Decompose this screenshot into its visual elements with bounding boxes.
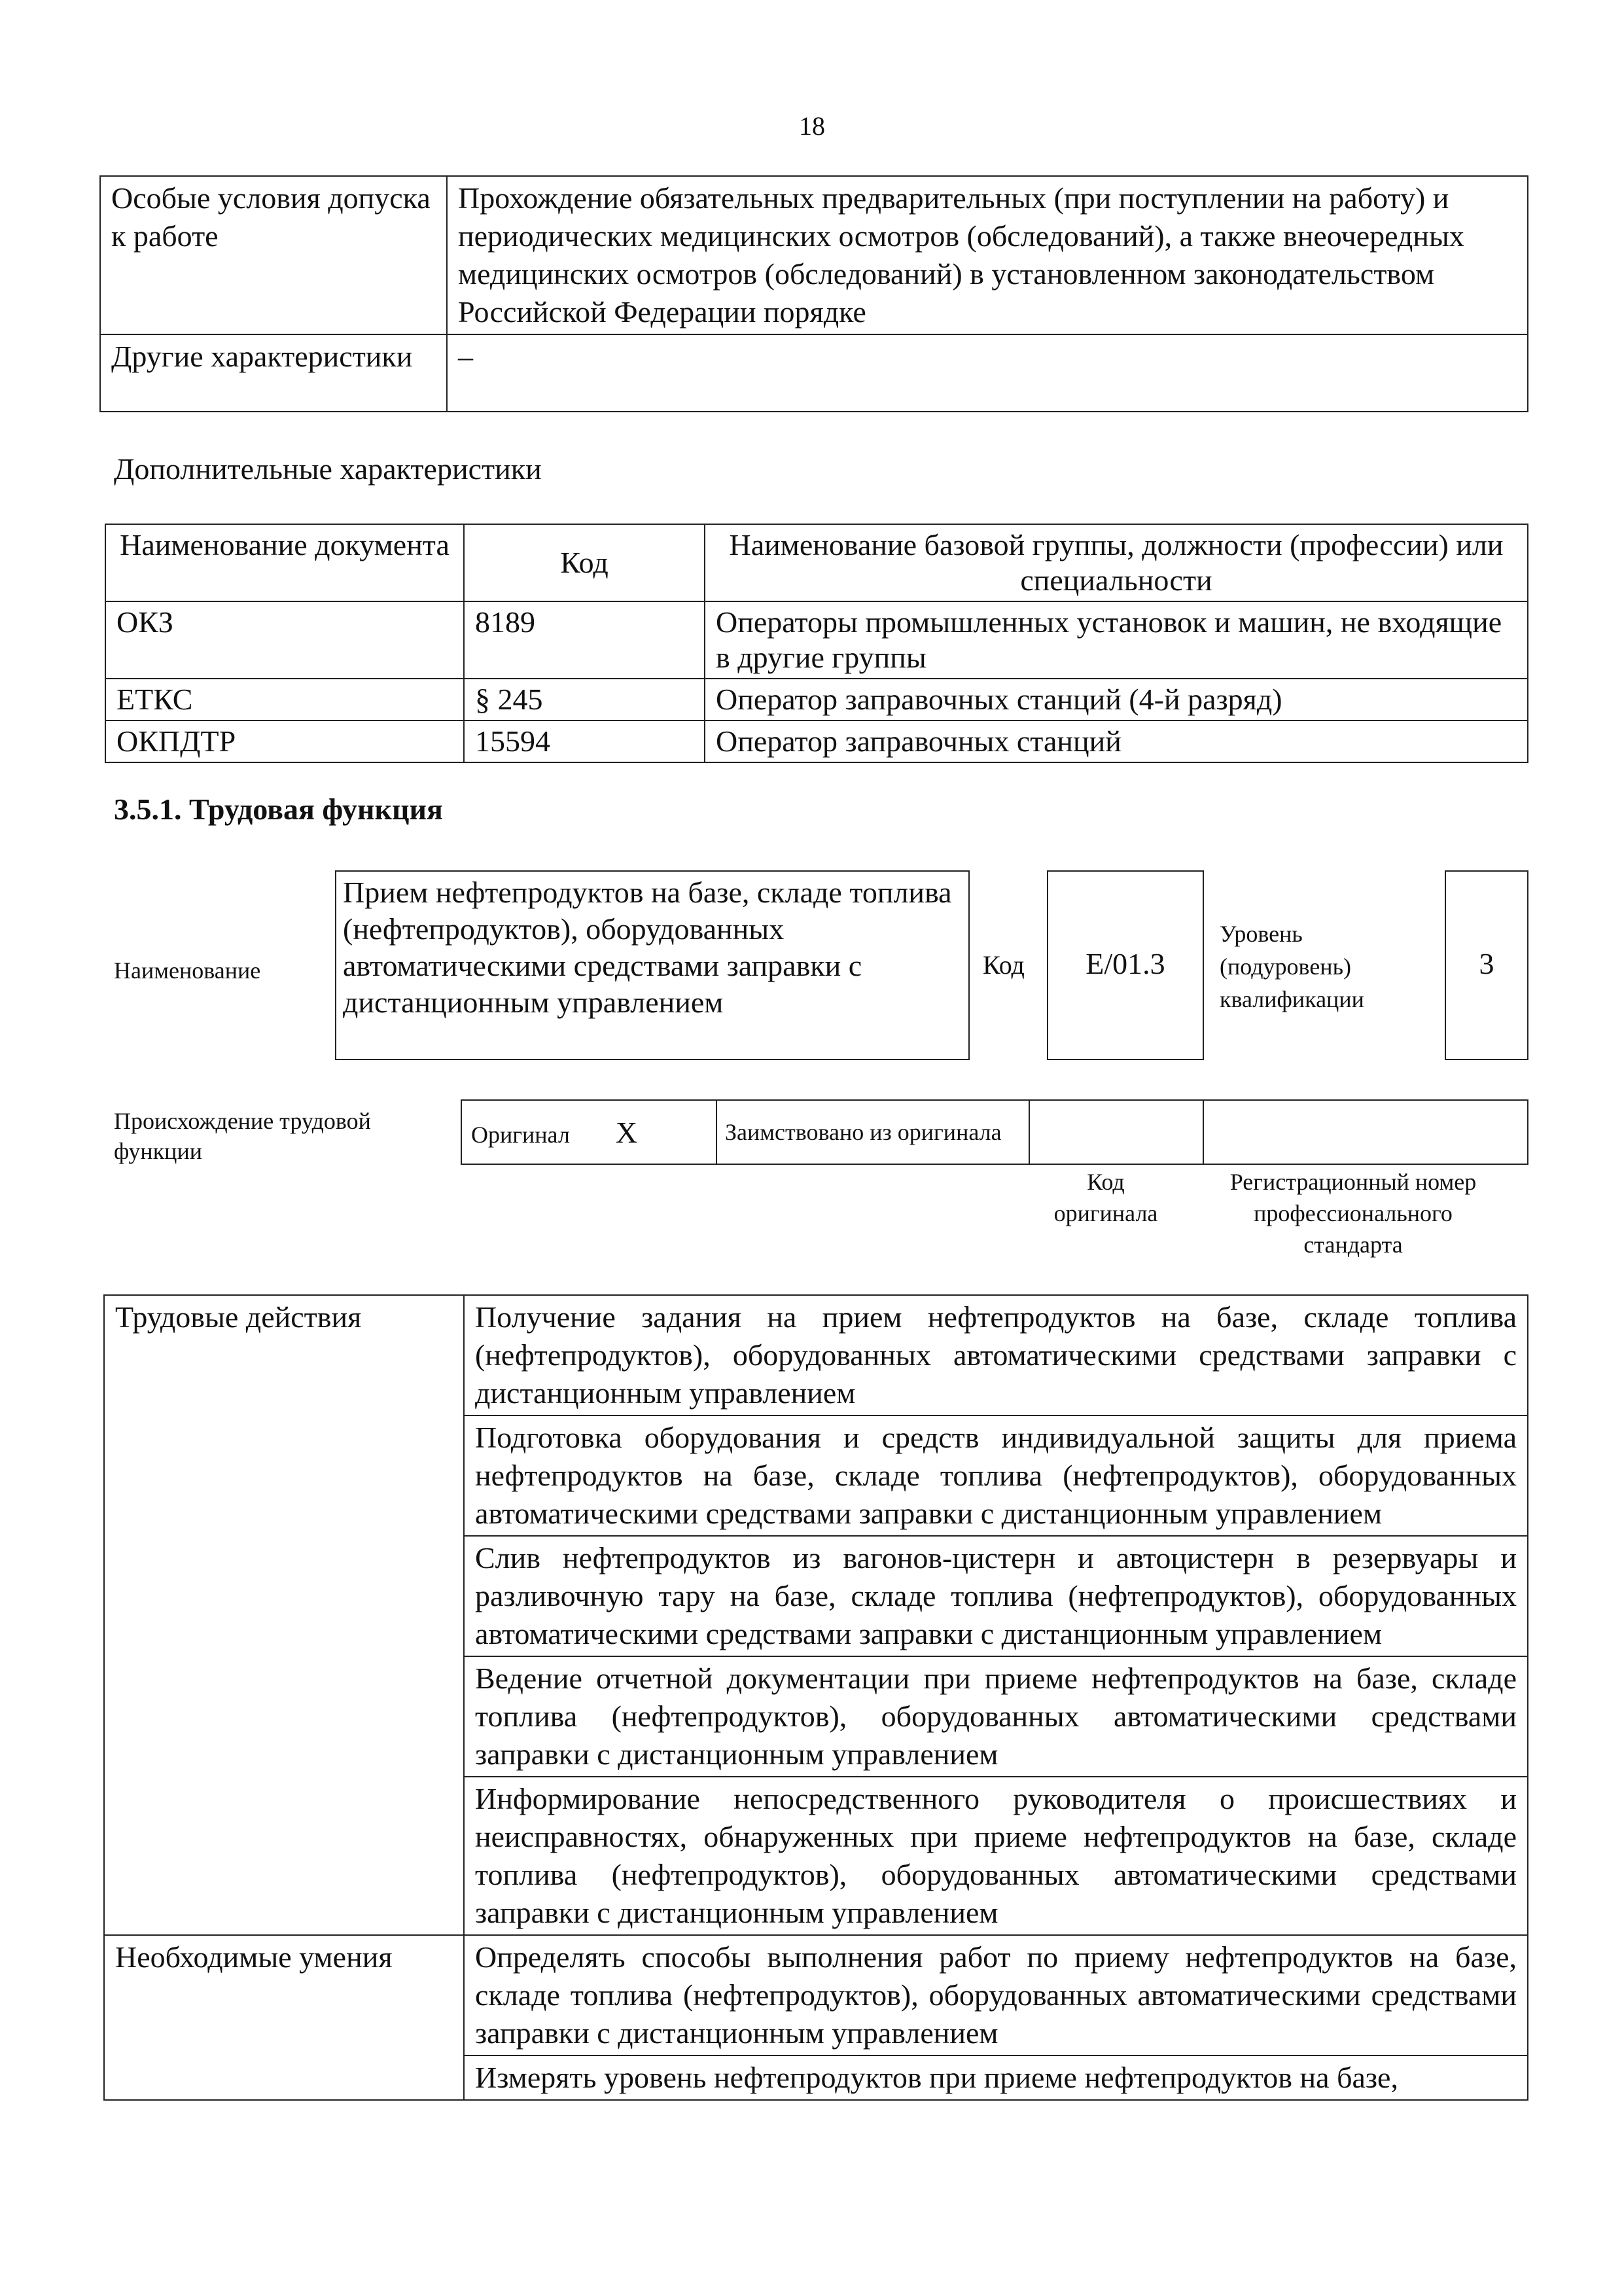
action-item: Ведение отчетной документации при приеме нефтепродуктов на базе, складе топлива (нефтепродуктов), оборудованных автоматическими средствами заправки с дистанционным управлением bbox=[464, 1656, 1528, 1777]
table-row bbox=[105, 679, 1528, 721]
code-cell: 15594 bbox=[464, 721, 705, 762]
conditions-row-special bbox=[100, 176, 1528, 334]
origin-reg-cell bbox=[1203, 1100, 1528, 1164]
table-row bbox=[105, 721, 1528, 762]
function-level-box bbox=[1445, 870, 1528, 1060]
special-conditions-label: Особые условия допуска к работе bbox=[100, 176, 447, 334]
additional-header-row bbox=[105, 524, 1528, 601]
header-name: Наименование базовой группы, должности (профессии) или специальности bbox=[705, 524, 1528, 601]
header-document: Наименование документа bbox=[105, 524, 464, 601]
skill-item: Определять способы выполнения работ по приему нефтепродуктов на базе, складе топлива (нефтепродуктов), оборудованных автоматическими средствами заправки с дистанционным управлением bbox=[464, 1935, 1528, 2055]
action-item: Получение задания на прием нефтепродуктов на базе, складе топлива (нефтепродуктов), оборудованных автоматическими средствами заправки с дистанционным управлением bbox=[464, 1295, 1528, 1415]
additional-heading: Дополнительные характеристики bbox=[114, 452, 542, 486]
additional-table bbox=[105, 524, 1528, 763]
code-cell: § 245 bbox=[464, 679, 705, 721]
action-item: Информирование непосредственного руководителя о происшествиях и неисправностях, обнаруженных при приеме нефтепродуктов на базе, складе топлива (нефтепродуктов), оборудованных автоматическими средствами заправки с дистанционным управлением bbox=[464, 1777, 1528, 1935]
function-code-value: Е/01.3 bbox=[1086, 947, 1165, 980]
origin-original-cell bbox=[461, 1100, 716, 1164]
name-cell: Оператор заправочных станций bbox=[705, 721, 1528, 762]
function-name-label: Наименование bbox=[114, 957, 261, 984]
function-code-label: Код bbox=[983, 950, 1025, 980]
name-cell: Оператор заправочных станций (4-й разряд) bbox=[705, 679, 1528, 721]
conditions-row-other bbox=[100, 334, 1528, 412]
doc-cell: ОКЗ bbox=[105, 601, 464, 679]
actions-label: Трудовые действия bbox=[104, 1295, 464, 1935]
other-characteristics-label: Другие характеристики bbox=[100, 334, 447, 412]
function-heading: 3.5.1. Трудовая функция bbox=[114, 792, 443, 826]
other-characteristics-value: – bbox=[447, 334, 1528, 412]
origin-original-label: Оригинал bbox=[471, 1121, 570, 1148]
code-cell: 8189 bbox=[464, 601, 705, 679]
page-number: 18 bbox=[799, 111, 825, 141]
origin-label: Происхождение трудовой функции bbox=[114, 1108, 371, 1164]
name-cell: Операторы промышленных установок и машин, не входящие в другие группы bbox=[705, 601, 1528, 679]
conditions-table bbox=[99, 175, 1528, 412]
function-level-label: Уровень (подуровень) квалификации bbox=[1220, 921, 1364, 1012]
doc-cell: ОКПДТР bbox=[105, 721, 464, 762]
origin-reg-caption: Регистрационный номер профессионального стандарта bbox=[1229, 1169, 1477, 1258]
function-name-value: Прием нефтепродуктов на базе, складе топлива (нефтепродуктов), оборудованных автоматическими средствами заправки с дистанционным управлением bbox=[343, 876, 952, 1019]
origin-table bbox=[461, 1099, 1528, 1165]
header-code: Код bbox=[464, 524, 705, 601]
special-conditions-value: Прохождение обязательных предварительных (при поступлении на работу) и периодических медицинских осмотров (обследований), а также внеочередных медицинских осмотров (обследований) в установленном законодательством Российской Федерации порядке bbox=[447, 176, 1528, 334]
action-item: Слив нефтепродуктов из вагонов-цистерн и автоцистерн в резервуары и разливочную тару на базе, складе топлива (нефтепродуктов), оборудованных автоматическими средствами заправки с дистанционным управлением bbox=[464, 1536, 1528, 1656]
function-level-value: 3 bbox=[1479, 947, 1494, 980]
function-name-box bbox=[335, 870, 970, 1060]
origin-borrowed-cell: Заимствовано из оригинала bbox=[716, 1100, 1029, 1164]
doc-cell: ЕТКС bbox=[105, 679, 464, 721]
table-row bbox=[105, 601, 1528, 679]
skill-item: Измерять уровень нефтепродуктов при приеме нефтепродуктов на базе, bbox=[464, 2055, 1528, 2100]
origin-original-mark: Х bbox=[615, 1115, 638, 1149]
function-code-box bbox=[1047, 870, 1204, 1060]
action-item: Подготовка оборудования и средств индивидуальной защиты для приема нефтепродуктов на базе, складе топлива (нефтепродуктов), оборудованных автоматическими средствами заправки с дистанционным управлением bbox=[464, 1415, 1528, 1536]
actions-table bbox=[103, 1294, 1528, 2101]
origin-code-cell bbox=[1029, 1100, 1203, 1164]
skills-label: Необходимые умения bbox=[104, 1935, 464, 2100]
origin-code-caption: Код оригинала bbox=[1053, 1169, 1158, 1226]
